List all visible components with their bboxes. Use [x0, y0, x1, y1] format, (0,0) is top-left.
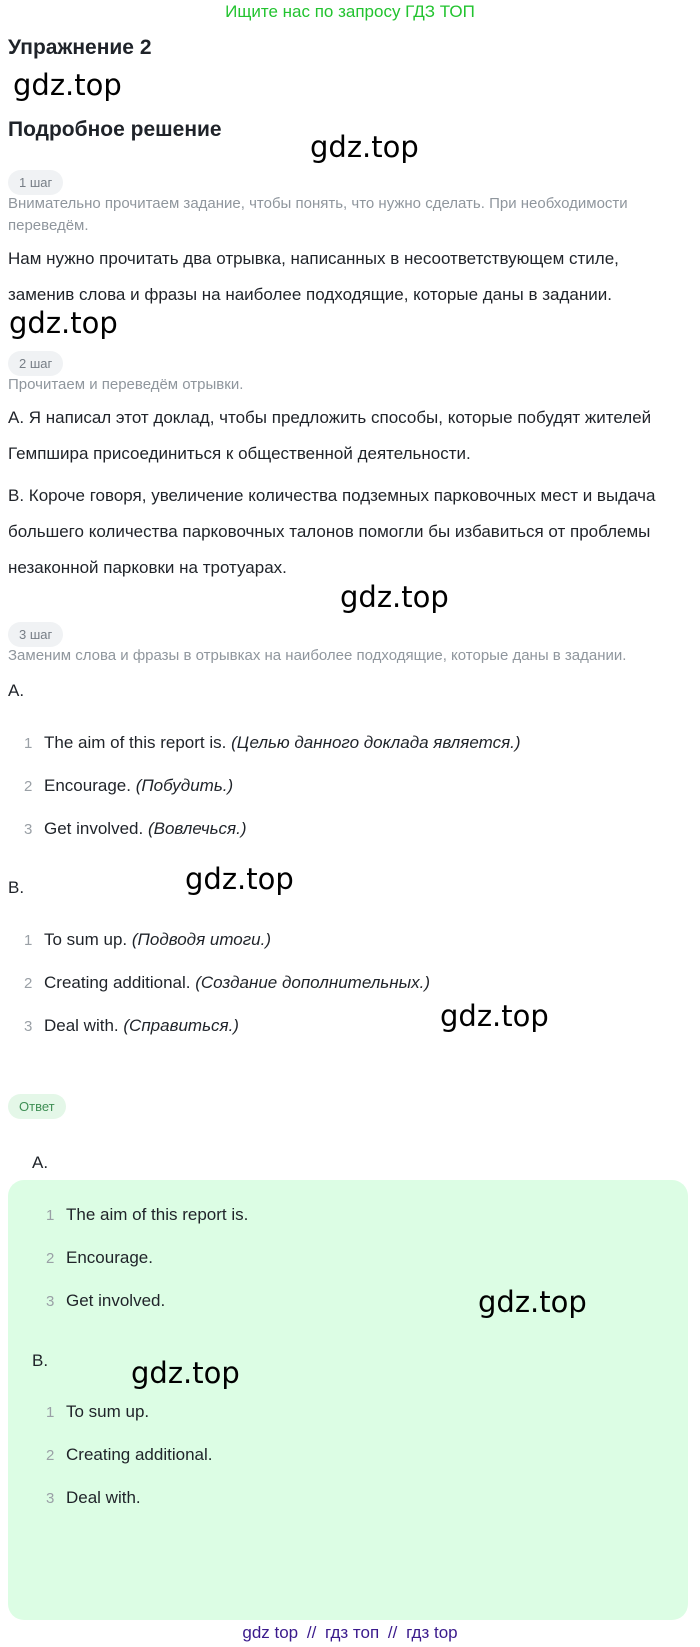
watermark: gdz.top [340, 580, 449, 614]
solution-title: Подробное решение [8, 118, 222, 141]
group-label-a: A. [8, 681, 25, 700]
translation: (Побудить.) [135, 776, 234, 795]
footer-separator: // [306, 1623, 317, 1642]
step-text: Нам нужно прочитать два отрывка, написанных в несоответствующем стиле, заменив слова и фразы на наиболее подходящие, которые даны в задании. [8, 249, 619, 304]
translation: (Вовлечься.) [147, 819, 247, 838]
watermark: gdz.top [310, 130, 419, 164]
step-badge: 3 шаг [8, 622, 63, 647]
list-item: 3 Get involved. (Вовлечься.) [24, 819, 247, 838]
list-number: 2 [24, 975, 33, 992]
translation: (Подводя итоги.) [131, 930, 271, 949]
footer-links [0, 1623, 700, 1643]
step-text-b: B. Короче говоря, увеличение количества подземных парковочных мест и выдача большего количества парковочных талонов помогли бы избавиться от проблемы незаконной парковки на тротуарах. [8, 486, 656, 577]
list-number: 3 [46, 1490, 55, 1507]
step-note: Прочитаем и переведём отрывки. [8, 376, 244, 393]
step-note: Внимательно прочитаем задание, чтобы понять, что нужно сделать. При необходимости переведём. [8, 195, 628, 234]
answer-item: 2 Encourage. [46, 1248, 153, 1267]
list-number: 1 [24, 932, 33, 949]
group-label-b: B. [8, 878, 25, 897]
footer-link[interactable]: гдз top [406, 1623, 458, 1642]
step-text-a: A. Я написал этот доклад, чтобы предложить способы, которые побудят жителей Гемпшира присоединиться к общественной деятельности. [8, 408, 652, 463]
list-item: 1 To sum up. (Подводя итоги.) [24, 930, 271, 949]
list-item: 3 Deal with. (Справиться.) [24, 1016, 239, 1035]
list-item: 1 The aim of this report is. (Целью данного доклада является.) [24, 733, 521, 752]
list-number: 2 [46, 1250, 55, 1267]
watermark: gdz.top [131, 1356, 240, 1390]
list-item: 2 Encourage. (Побудить.) [24, 776, 234, 795]
answer-box [8, 1180, 688, 1620]
footer-link[interactable]: gdz top [242, 1623, 299, 1642]
watermark: gdz.top [185, 862, 294, 896]
step-badge: 1 шаг [8, 170, 63, 195]
search-hint-banner: Ищите нас по запросу ГДЗ ТОП [225, 2, 475, 21]
translation: (Справиться.) [123, 1016, 239, 1035]
footer-link[interactable]: гдз топ [325, 1623, 380, 1642]
translation: (Целью данного доклада является.) [231, 733, 521, 752]
step-badge: 2 шаг [8, 351, 63, 376]
answer-item: 3 Get involved. [46, 1291, 166, 1310]
answer-item: 3 Deal with. [46, 1488, 141, 1507]
watermark: gdz.top [13, 68, 122, 102]
list-number: 2 [46, 1447, 55, 1464]
list-number: 1 [46, 1404, 55, 1421]
answer-item: 1 To sum up. [46, 1402, 150, 1421]
step-note: Заменим слова и фразы в отрывках на наиболее подходящие, которые даны в задании. [8, 647, 627, 664]
footer-separator: // [387, 1623, 398, 1642]
list-number: 1 [24, 735, 33, 752]
list-number: 3 [24, 1018, 33, 1035]
watermark: gdz.top [440, 999, 549, 1033]
list-number: 3 [24, 821, 33, 838]
exercise-title: Упражнение 2 [8, 36, 152, 59]
answer-group-label-b: B. [32, 1351, 49, 1370]
watermark: gdz.top [9, 306, 118, 340]
list-item: 2 Creating additional. (Создание дополнительных.) [24, 973, 430, 992]
answer-item: 2 Creating additional. [46, 1445, 213, 1464]
list-number: 2 [24, 778, 33, 795]
answer-item: 1 The aim of this report is. [46, 1205, 249, 1224]
list-number: 1 [46, 1207, 55, 1224]
answer-group-label-a: A. [32, 1153, 49, 1172]
list-number: 3 [46, 1293, 55, 1310]
translation: (Создание дополнительных.) [195, 973, 430, 992]
answer-badge: Ответ [8, 1094, 66, 1119]
watermark: gdz.top [478, 1285, 587, 1319]
